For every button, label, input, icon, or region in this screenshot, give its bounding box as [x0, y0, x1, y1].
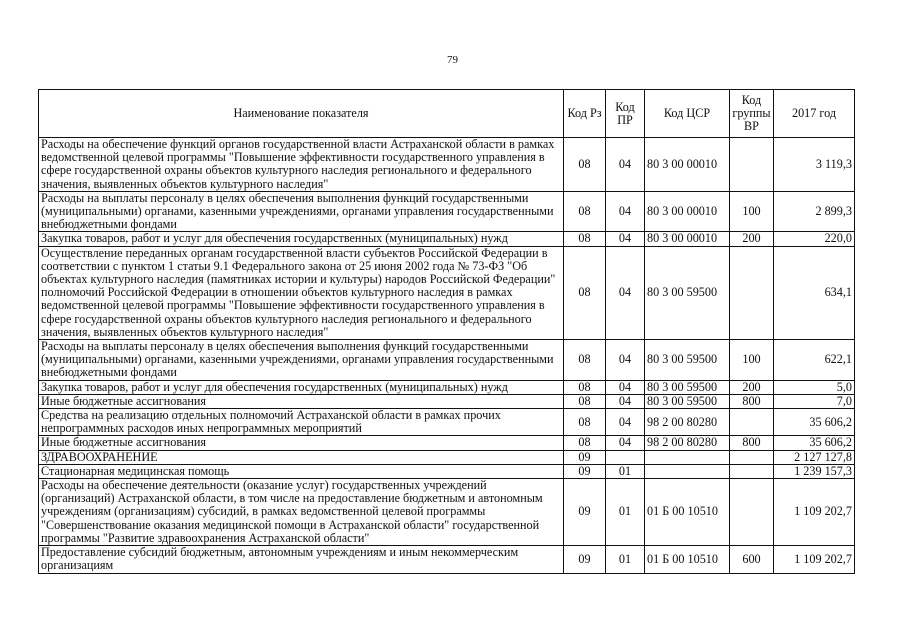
cell-csr: 80 3 00 00010 — [645, 138, 730, 192]
cell-vr: 800 — [730, 436, 774, 450]
header-rz: Код Рз — [564, 90, 606, 138]
cell-rz: 08 — [564, 246, 606, 339]
table-row — [39, 409, 855, 436]
cell-amount: 35 606,2 — [774, 409, 855, 436]
cell-pr: 04 — [606, 436, 645, 450]
cell-name: Закупка товаров, работ и услуг для обеспечения государственных (муниципальных) нужд — [39, 232, 564, 246]
cell-amount: 7,0 — [774, 394, 855, 408]
table-row — [39, 380, 855, 394]
cell-amount: 1 109 202,7 — [774, 479, 855, 546]
header-name: Наименование показателя — [39, 90, 564, 138]
cell-name: Закупка товаров, работ и услуг для обеспечения государственных (муниципальных) нужд — [39, 380, 564, 394]
cell-vr — [730, 450, 774, 464]
cell-pr: 04 — [606, 191, 645, 232]
cell-rz: 09 — [564, 479, 606, 546]
cell-name: Иные бюджетные ассигнования — [39, 394, 564, 408]
table-row — [39, 340, 855, 381]
cell-vr: 800 — [730, 394, 774, 408]
cell-pr: 04 — [606, 380, 645, 394]
cell-rz: 08 — [564, 191, 606, 232]
cell-name: Расходы на обеспечение деятельности (оказание услуг) государственных учреждений (организаций) Астраханской области, в том числе на предоставление бюджетным и автономным учреждениям (организациям) субсидий, в рамках ведомственной целевой программы "Совершенствование оказания медицинской помощи в Астраханской области" государственной программы "Развитие здравоохранения Астраханской области" — [39, 479, 564, 546]
cell-csr: 80 3 00 59500 — [645, 380, 730, 394]
cell-name: ЗДРАВООХРАНЕНИЕ — [39, 450, 564, 464]
table-row — [39, 191, 855, 232]
cell-vr — [730, 464, 774, 478]
cell-csr: 80 3 00 00010 — [645, 191, 730, 232]
table-header-row — [39, 90, 855, 138]
cell-pr: 01 — [606, 479, 645, 546]
table-row — [39, 546, 855, 573]
table-row — [39, 246, 855, 339]
cell-csr: 01 Б 00 10510 — [645, 546, 730, 573]
cell-csr: 80 3 00 59500 — [645, 246, 730, 339]
cell-csr — [645, 464, 730, 478]
cell-pr: 04 — [606, 246, 645, 339]
cell-vr: 200 — [730, 232, 774, 246]
cell-pr: 04 — [606, 232, 645, 246]
table-row — [39, 138, 855, 192]
cell-csr: 98 2 00 80280 — [645, 409, 730, 436]
cell-rz: 09 — [564, 450, 606, 464]
cell-amount: 1 239 157,3 — [774, 464, 855, 478]
cell-vr — [730, 409, 774, 436]
budget-table — [38, 89, 855, 574]
table-body — [39, 138, 855, 574]
cell-rz: 08 — [564, 436, 606, 450]
table-row — [39, 450, 855, 464]
header-csr: Код ЦСР — [645, 90, 730, 138]
cell-csr: 80 3 00 00010 — [645, 232, 730, 246]
cell-vr — [730, 479, 774, 546]
cell-vr: 100 — [730, 340, 774, 381]
cell-name: Иные бюджетные ассигнования — [39, 436, 564, 450]
cell-amount: 3 119,3 — [774, 138, 855, 192]
cell-rz: 09 — [564, 464, 606, 478]
cell-amount: 5,0 — [774, 380, 855, 394]
table-row — [39, 436, 855, 450]
cell-vr: 200 — [730, 380, 774, 394]
cell-vr — [730, 138, 774, 192]
cell-name: Стационарная медицинская помощь — [39, 464, 564, 478]
cell-amount: 634,1 — [774, 246, 855, 339]
cell-pr: 01 — [606, 546, 645, 573]
cell-csr: 80 3 00 59500 — [645, 394, 730, 408]
cell-name: Предоставление субсидий бюджетным, автономным учреждениям и иным некоммерческим организациям — [39, 546, 564, 573]
cell-name: Расходы на выплаты персоналу в целях обеспечения выполнения функций государственными (муниципальными) органами, казенными учреждениями, органами управления государственными внебюджетными фондами — [39, 191, 564, 232]
cell-pr: 04 — [606, 409, 645, 436]
header-vr: Код группы ВР — [730, 90, 774, 138]
cell-vr: 600 — [730, 546, 774, 573]
cell-rz: 08 — [564, 340, 606, 381]
table-row — [39, 394, 855, 408]
page-number: 79 — [447, 54, 458, 66]
cell-name: Расходы на выплаты персоналу в целях обеспечения выполнения функций государственными (муниципальными) органами, казенными учреждениями, органами управления государственными внебюджетными фондами — [39, 340, 564, 381]
cell-pr: 01 — [606, 464, 645, 478]
cell-name: Осуществление переданных органам государственной власти субъектов Российской Федерации в соответствии с пунктом 1 статьи 9.1 Федерального закона от 25 июня 2002 года № 73-ФЗ "Об объектах культурного наследия (памятниках истории и культуры) народов Российской Федерации" полномочий Российской Федерации в отношении объектов культурного наследия в рамках ведомственной целевой программы "Повышение эффективности государственного управления в сфере государственной охраны объектов культурного наследия регионального и федерального значения, выявленных объектов культурного наследия" — [39, 246, 564, 339]
header-pr: Код ПР — [606, 90, 645, 138]
cell-amount: 1 109 202,7 — [774, 546, 855, 573]
cell-csr: 01 Б 00 10510 — [645, 479, 730, 546]
cell-amount: 2 899,3 — [774, 191, 855, 232]
header-year: 2017 год — [774, 90, 855, 138]
cell-rz: 08 — [564, 138, 606, 192]
cell-csr: 98 2 00 80280 — [645, 436, 730, 450]
table-row — [39, 232, 855, 246]
cell-vr: 100 — [730, 191, 774, 232]
cell-rz: 08 — [564, 394, 606, 408]
cell-name: Расходы на обеспечение функций органов государственной власти Астраханской области в рамках ведомственной целевой программы "Повышение эффективности государственного управления в сфере государственной охраны объектов культурного наследия регионального и федерального значения, выявленных объектов культурного наследия" — [39, 138, 564, 192]
cell-name: Средства на реализацию отдельных полномочий Астраханской области в рамках прочих непрограммных расходов иных непрограммных мероприятий — [39, 409, 564, 436]
cell-amount: 622,1 — [774, 340, 855, 381]
cell-rz: 08 — [564, 380, 606, 394]
table-row — [39, 464, 855, 478]
cell-amount: 220,0 — [774, 232, 855, 246]
cell-pr: 04 — [606, 340, 645, 381]
cell-amount: 35 606,2 — [774, 436, 855, 450]
cell-pr: 04 — [606, 394, 645, 408]
cell-amount: 2 127 127,8 — [774, 450, 855, 464]
cell-rz: 09 — [564, 546, 606, 573]
cell-vr — [730, 246, 774, 339]
cell-csr — [645, 450, 730, 464]
cell-csr: 80 3 00 59500 — [645, 340, 730, 381]
cell-pr — [606, 450, 645, 464]
table-row — [39, 479, 855, 546]
cell-rz: 08 — [564, 409, 606, 436]
cell-rz: 08 — [564, 232, 606, 246]
cell-pr: 04 — [606, 138, 645, 192]
